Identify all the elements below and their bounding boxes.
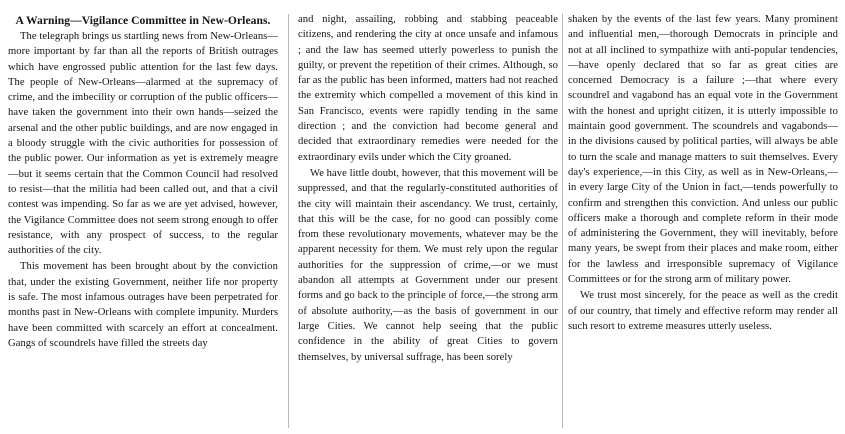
article-paragraph: This movement has been brought about by the conviction that, under the existing Government, neither life nor property is safe. The most infamous outrages have been perpetrated for months past in New-Orleans with complete impunity. Murders have been committed with scarcely an effort at concealment. Gangs of scoundrels have filled the streets day — [8, 261, 278, 349]
column-divider — [288, 14, 289, 428]
column-divider — [562, 14, 563, 428]
article-column-2 — [298, 12, 558, 432]
article-paragraph: We have little doubt, however, that this movement will be suppressed, and that the regularly-constituted authorities of the city will maintain their ascendancy. We trust, certainly, that this will be the case, for no good can possibly come from these revolutionary movements, whatever may be the apparent necessity for them. We must rely upon the regular authorities for the suppression of crime,—or we must abandon all attempts at Government under our present forms and go back to the principle of force,—the strong arm of absolute authority,—as the basis of government in our large Cities. We cannot help seeing that the public confidence in the ability of great Cities to govern themselves, by universal suffrage, has been sorely — [298, 167, 558, 363]
article-paragraph: The telegraph brings us startling news from New-Orleans—more important by far than all the reports of British outrages which have engrossed public attention for the last few days. The people of New-Orleans—alarmed at the supremacy of crime, and the imbecility or corruption of the public officers—have taken the government into their own hands—seized the arsenal and the other public buildings, and are now engaged in a bloody struggle with the civic authorities for possession of the public power. Our information as yet is extremely meagre—but it seems certain that the Common Council had resolved to resist—that the militia had been called out, and that a civil contest was impending. So far as we are yet advised, however, the Vigilance Committee does not seem strong enough to offer resistance, with any prospect of success, to the regular authorities of the city. — [8, 31, 278, 257]
article-column-1 — [8, 12, 278, 432]
article-paragraph: We trust most sincerely, for the peace as well as the credit of our country, that timely and effective reform may render all such resort to extreme measures utterly useless. — [568, 290, 838, 332]
article-column-3 — [568, 12, 838, 432]
article-headline: A Warning—Vigilance Committee in New-Orleans. — [15, 14, 271, 27]
article-paragraph: shaken by the events of the last few years. Many prominent and influential men,—thorough Democrats in principle and not at all inclined to sympathize with anti-popular tendencies,—have openly declared that so far as great cities are concerned Democracy is a failure ;—that where every scoundrel and vagabond has an equal vote in the Government with the honest and upright citizen, it is utterly impossible to maintain good government. The scoundrels and vagabonds—in the divisions caused by political parties, will always be able to turn the scale and manage matters to suit themselves. Every day's experience,—in this City, as well as in New-Orleans,—in every large City of the Union in fact,—tends powerfully to confirm and strengthen this conviction. And unless our public officers make a thorough and complete reform in their mode of administering the Government, they will inevitably, before many years, be swept from their places and make room, either for the lawless and irresponsible supremacy of Vigilance Committees or for the strong arm of military power. — [568, 14, 838, 286]
article-paragraph: and night, assailing, robbing and stabbing peaceable citizens, and rendering the city at once unsafe and infamous ; and the law has seemed utterly powerless to punish the guilty, or prevent the repetition of their crimes. Although, so far as the public has been informed, matters had not reached the extremity which compelled a movement of this kind in San Francisco, events were rapidly tending in the same direction ; and the conviction had become general and decided that extraordinary remedies were needed for the extraordinary evils under which the City groaned. — [298, 14, 558, 163]
